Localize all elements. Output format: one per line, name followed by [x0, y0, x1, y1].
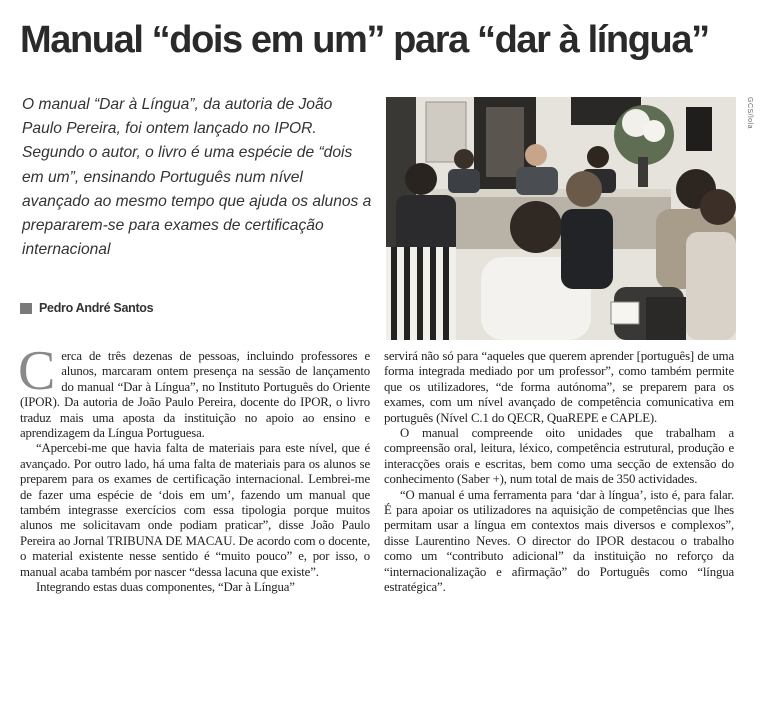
body-column-right: [384, 349, 734, 596]
body-paragraph: “Apercebi-me que havia falta de materiais para este nível, que é avançado. Por outro lado, há uma falta de materiais para os alunos se preparem para os exames de certificação internacional. Lembrei-me de fazer uma espécie de ‘dois em um’, fazendo um manual que também integrasse exercícios com essa tipologia porque muitos alunos me solicitavam onde podiam praticar”, disse João Paulo Pereira ao Jornal TRIBUNA DE MACAU. De acordo com o docente, o material existente nesse sentido é “muito pouco” e, por isso, o manual acaba também por nascer “dessa lacuna que existe”.: [20, 441, 370, 579]
body-paragraph: servirá não só para “aqueles que querem aprender [português] de uma forma integrada mediado por um professor”, como também permite que os utilizadores, “de forma autónoma”, se preparem para os exames, com um nível avançado de competência comunicativa em português (Nível C.1 do QECR, QuaREPE e CAPLE).: [384, 349, 734, 425]
byline: [20, 300, 153, 316]
body-paragraph: [18, 340, 370, 441]
body-paragraph: “O manual é uma ferramenta para ‘dar à língua’, isto é, para falar. É para apoiar os utilizadores na aquisição de competências que lhes permitam usar a língua em contextos mais diversos e complexos”, disse Laurentino Neves. O director do IPOR destacou o trabalho como um “contributo adicional” da instituição no reforço da “internacionalização e afirmação” do Português como “língua estratégica”.: [384, 487, 734, 595]
byline-marker: [20, 303, 32, 314]
body-text: erca de três dezenas de pessoas, incluindo professores e alunos, marcaram ontem presença na sessão de lançamento do manual “Dar à Língua”, no Instituto Português do Oriente (IPOR). Da autoria de João Paulo Pereira, docente do IPOR, o livro traduz mais uma aposta da instituição no apoio ao ensino e aprendizagem da Língua Portuguesa.: [20, 349, 370, 441]
lead-paragraph: O manual “Dar à Língua”, da autoria de João Paulo Pereira, foi ontem lançado no IPOR. Segundo o autor, o livro é uma espécie de “dois em um”, ensinando Português num nível avançado ao mesmo tempo que ajuda os alunos a prepararem-se para exames de certificação internacional: [22, 96, 372, 259]
headline: Manual “dois em um” para “dar à língua”: [20, 19, 709, 61]
author-name: Pedro André Santos: [39, 301, 154, 315]
body-paragraph: Integrando estas duas componentes, “Dar à Língua”: [36, 580, 295, 595]
event-photo: [386, 97, 736, 340]
drop-cap: C: [18, 340, 56, 402]
body-column-left: [18, 340, 370, 596]
body-paragraph: O manual compreende oito unidades que trabalham a compreensão oral, leitura, léxico, competência estrutural, produção e interacções orais e escritas, bem como uma secção de extensão do conhecimento (Saber +), num total de mais de 350 actividades.: [384, 426, 734, 487]
photo-credit: GCS/lola: [746, 97, 753, 130]
